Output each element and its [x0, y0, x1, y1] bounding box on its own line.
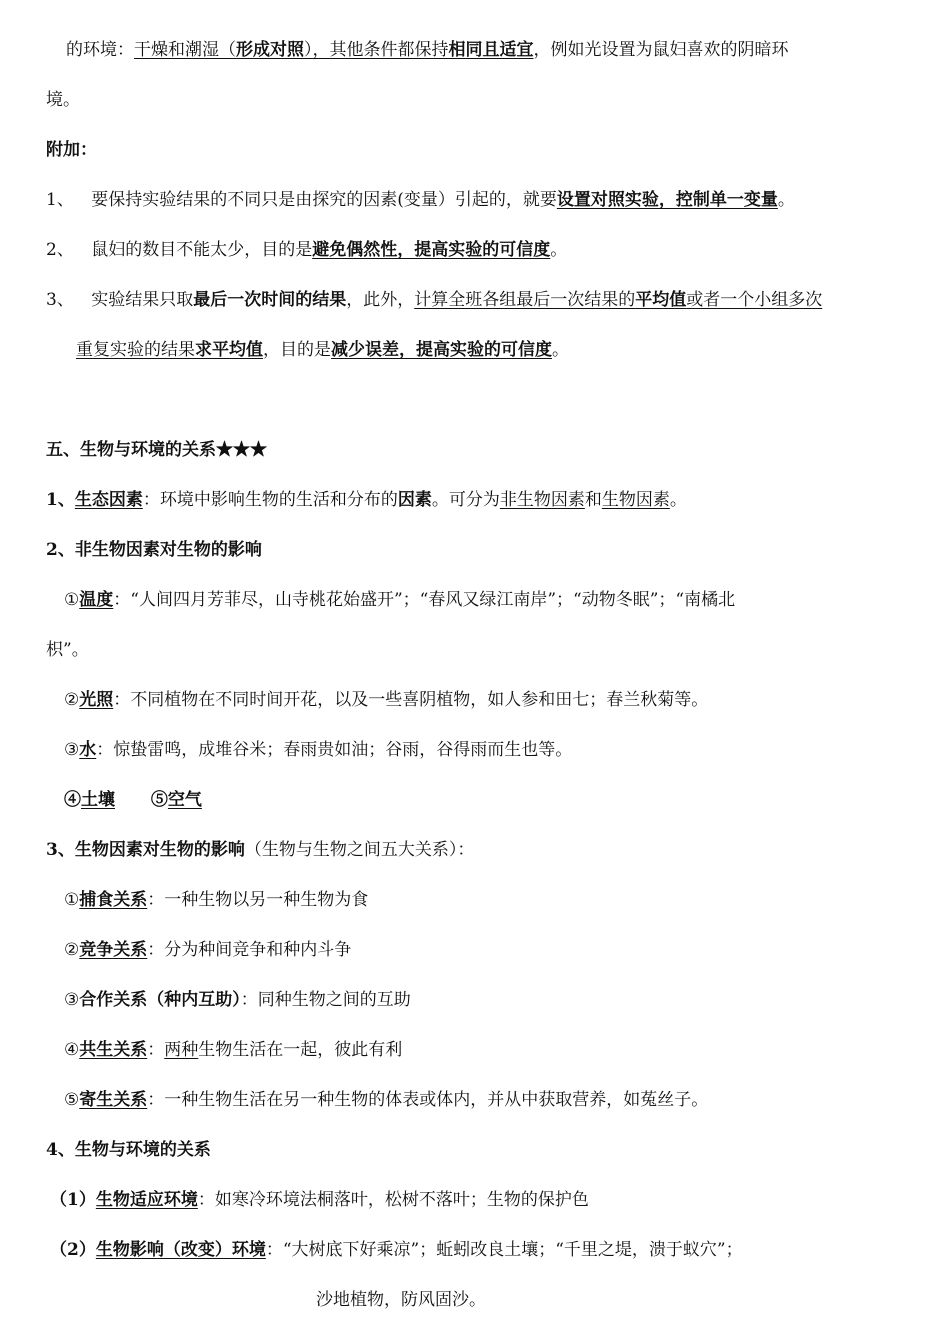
- subheading-biotic: [46, 838, 474, 862]
- item-influence-cont: [316, 1288, 486, 1312]
- text: ，此外，: [346, 290, 415, 310]
- text: 生物适应环境: [95, 1190, 198, 1210]
- text: 境。: [46, 90, 80, 110]
- text: 捕食关系: [79, 890, 148, 910]
- text: 。: [669, 490, 687, 510]
- text: 附加：: [46, 140, 97, 160]
- text: ：同种生物之间的互助: [240, 990, 411, 1010]
- text: ，目的是: [263, 340, 331, 360]
- text: 求平均值: [195, 340, 263, 360]
- text: 相同且适宜: [448, 40, 534, 60]
- text: 土壤: [81, 790, 115, 810]
- text: 最后一次时间的结果: [193, 290, 347, 310]
- text: 要保持实验结果的不同只是由探究的因素(变量）引起的，就要: [91, 190, 557, 210]
- text: 空气: [167, 790, 202, 810]
- list-number: ⑤: [64, 1090, 80, 1110]
- text: 干燥和潮湿（: [134, 40, 236, 60]
- text: ：环境中影响生物的生活和分布的: [142, 490, 398, 510]
- item-influence: [50, 1238, 743, 1262]
- list-number: ②: [64, 690, 80, 710]
- text: 生态因素: [74, 490, 143, 510]
- star-rating: ★★★: [216, 440, 267, 460]
- text: 形成对照: [236, 40, 304, 60]
- item-cooperation: [64, 988, 411, 1012]
- heading-appendix: [46, 138, 97, 162]
- text: 。: [552, 340, 569, 360]
- item-predation: [64, 888, 368, 912]
- text: 共生关系: [79, 1040, 148, 1060]
- text: 4、生物与环境的关系: [46, 1140, 211, 1160]
- text: ：分为种间竞争和种内斗争: [147, 940, 352, 960]
- list-item-3-cont: [76, 338, 569, 362]
- text: 平均值: [635, 290, 687, 310]
- list-number: 2、: [46, 240, 74, 260]
- text: 设置对照实验，控制单一变量: [556, 190, 778, 210]
- line-2: [46, 88, 80, 112]
- line-1: [66, 38, 789, 62]
- text: ，例如光设置为鼠妇喜欢的阴暗环: [533, 40, 789, 60]
- text: 计算全班各组最后一次结果的: [414, 290, 636, 310]
- text: 沙地植物，防风固沙。: [316, 1290, 486, 1310]
- list-number: （1）: [50, 1190, 96, 1210]
- text: 两种: [164, 1040, 199, 1060]
- list-number: ④: [64, 790, 81, 810]
- text: ：不同植物在不同时间开花，以及一些喜阴植物，如人参和田七；春兰秋菊等。: [113, 690, 709, 710]
- list-number: ②: [64, 940, 80, 960]
- text: ：“大树底下好乘凉”；蚯蚓改良土壤；“千里之堤，溃于蚁穴”；: [265, 1240, 743, 1260]
- item-adapt: [50, 1188, 589, 1212]
- text: 避免偶然性，提高实验的可信度: [312, 240, 551, 260]
- list-number: ④: [64, 1040, 80, 1060]
- list-number: （2）: [50, 1240, 96, 1260]
- text: 五、生物与环境的关系: [46, 440, 216, 460]
- text: 竞争关系: [79, 940, 148, 960]
- item-symbiosis: [64, 1038, 402, 1062]
- subheading-bio-env: [46, 1138, 211, 1162]
- text: ：: [147, 1040, 165, 1060]
- list-item-3: [46, 288, 822, 312]
- item-soil-air: [64, 788, 202, 812]
- text: 其他条件都保持: [329, 40, 449, 60]
- item-eco-factor: [46, 488, 687, 512]
- text: 。可分为: [431, 490, 500, 510]
- text: ：惊蛰雷鸣，成堆谷米；春雨贵如油；谷雨，谷得雨而生也等。: [96, 740, 573, 760]
- text: 水: [79, 740, 97, 760]
- list-number: ①: [64, 590, 80, 610]
- text: 。: [777, 190, 795, 210]
- item-parasitism: [64, 1088, 708, 1112]
- list-item-1: [46, 188, 795, 212]
- subheading-abiotic: [46, 538, 262, 562]
- text: ：一种生物生活在另一种生物的体表或体内，并从中获取营养，如菟丝子。: [147, 1090, 709, 1110]
- text: 生物生活在一起，彼此有利: [198, 1040, 403, 1060]
- text: 生物影响（改变）环境: [95, 1240, 266, 1260]
- text: 非生物因素: [499, 490, 585, 510]
- text: 实验结果只取: [91, 290, 194, 310]
- list-number: ③: [64, 990, 80, 1010]
- item-temperature-cont: [46, 638, 89, 662]
- list-number: ①: [64, 890, 80, 910]
- list-item-2: [46, 238, 567, 262]
- text: 光照: [79, 690, 114, 710]
- text: 温度: [79, 590, 114, 610]
- text: 。: [550, 240, 568, 260]
- item-temperature: [64, 588, 735, 612]
- text: ：一种生物以另一种生物为食: [147, 890, 369, 910]
- list-number: 1、: [46, 190, 74, 210]
- list-number: 3、: [46, 290, 74, 310]
- list-number: ⑤: [150, 790, 168, 810]
- text: 的环境：: [66, 40, 134, 60]
- item-water: [64, 738, 572, 762]
- text: 因素: [397, 490, 432, 510]
- text: ：如寒冷环境法桐落叶，松树不落叶；生物的保护色: [197, 1190, 589, 1210]
- text: 合作关系（种内互助）: [79, 990, 241, 1010]
- text: 2、非生物因素对生物的影响: [46, 540, 262, 560]
- text: （生物与生物之间五大关系）：: [244, 840, 475, 860]
- section-heading-5: [46, 438, 267, 462]
- text: ），: [304, 40, 330, 60]
- list-number: ③: [64, 740, 80, 760]
- item-light: [64, 688, 708, 712]
- text: 枳”。: [46, 640, 89, 660]
- list-number: 1、: [46, 490, 75, 510]
- text: 减少误差，提高实验的可信度: [331, 340, 552, 360]
- text: ：“人间四月芳菲尽，山寺桃花始盛开”；“春风又绿江南岸”；“动物冬眠”；“南橘北: [113, 590, 736, 610]
- text: 重复实验的结果: [76, 340, 195, 360]
- text: 和: [584, 490, 602, 510]
- item-competition: [64, 938, 351, 962]
- text: 寄生关系: [79, 1090, 148, 1110]
- text: 鼠妇的数目不能太少，目的是: [91, 240, 313, 260]
- text: 生物因素: [601, 490, 670, 510]
- text: 或者一个小组多次: [686, 290, 823, 310]
- text: 3、生物因素对生物的影响: [46, 840, 245, 860]
